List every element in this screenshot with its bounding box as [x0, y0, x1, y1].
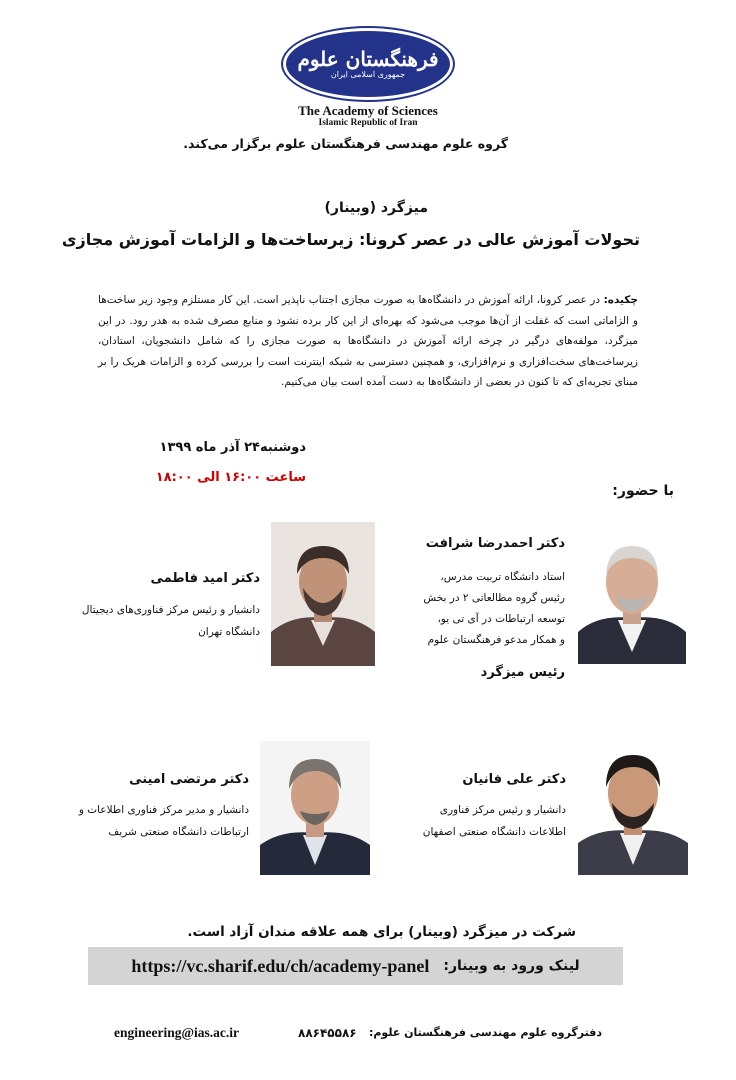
- speaker-photo-fanian: [578, 735, 688, 875]
- webinar-link-box: [88, 947, 623, 985]
- speaker-photo-fatemi: [271, 522, 375, 666]
- speaker-name: دکتر احمدرضا شرافت: [425, 536, 565, 551]
- participation-note: شرکت در میزگرد (وبینار) برای همه علاقه مندان آزاد است.: [187, 924, 576, 940]
- webinar-title: تحولات آموزش عالی در عصر کرونا: زیرساخت‌ها و الزامات آموزش مجازی: [61, 230, 640, 249]
- logo-en-subtitle: Islamic Republic of Iran: [318, 118, 418, 128]
- organizer-line: گروه علوم مهندسی فرهنگستان علوم برگزار می‌کند.: [183, 136, 508, 151]
- webinar-link-label: لینک ورود به وبینار:: [443, 958, 580, 974]
- academy-logo: [282, 28, 454, 132]
- webinar-label: میزگرد (وبینار): [324, 200, 428, 216]
- logo-fa-title: فرهنگستان علوم: [297, 47, 439, 71]
- presence-label: با حضور:: [612, 483, 674, 499]
- logo-emblem: [283, 28, 453, 100]
- speaker-photo-amini: [260, 741, 370, 875]
- footer-office: دفترگروه علوم مهندسی فرهنگستان علوم:: [368, 1026, 602, 1039]
- abstract-label: چکیده:: [603, 294, 638, 306]
- speaker-desc-line: دانشیار و مدیر مرکز فناوری اطلاعات و: [78, 804, 249, 816]
- footer-email[interactable]: engineering@ias.ac.ir: [114, 1025, 240, 1040]
- speaker-desc-line: دانشگاه تهران: [198, 626, 260, 638]
- speaker-desc-line: استاد دانشگاه تربیت مدرس،: [440, 571, 565, 583]
- speaker-desc-line: و همکار مدعو فرهنگستان علوم: [427, 634, 565, 646]
- footer-phone: ۸۸۶۴۵۵۸۶: [298, 1026, 357, 1040]
- speaker-name: دکتر امید فاطمی: [150, 571, 260, 586]
- speaker-desc-line: رئیس گروه مطالعاتی ۲ در بخش: [423, 592, 565, 604]
- speaker-desc-line: دانشیار و رئیس مرکز فناوری‌های دیجیتال: [81, 604, 260, 616]
- speaker-desc-line: دانشیار و رئیس مرکز فناوری: [439, 804, 566, 816]
- logo-fa-subtitle: جمهوری اسلامی ایران: [330, 70, 406, 79]
- webinar-link[interactable]: https://vc.sharif.edu/ch/academy-panel: [131, 955, 430, 976]
- speaker-name: دکتر مرتضی امینی: [129, 772, 249, 787]
- abstract: [98, 290, 638, 393]
- speaker-desc-line: توسعه ارتباطات در آی تی یو،: [437, 613, 565, 625]
- speaker-role: رئیس میزگرد: [480, 665, 565, 680]
- speaker-desc-line: اطلاعات دانشگاه صنعتی اصفهان: [422, 826, 566, 838]
- abstract-text: در عصر کرونا، ارائه آموزش در دانشگاه‌ها به صورت مجازی اجتناب ناپذیر است. این کار مستلزم وجود زیر ساخت‌ها و الزاماتی است که غفلت از آن‌ها موجب می‌شود که بهره‌ای از این کار برده نشود و منابع مصرف شده به هدر رود. در این میزگرد، مولفه‌های درگیر در چرخه ارائه آموزش در دانشگاه‌ها به صورت مجازی را که شامل دانشجویان، استادان، زیرساخت‌های سخت‌افزاری و نرم‌افزاری، و همچنین دسترسی به شبکه اینترنت است را بررسی کرده و الزامات هریک را بر مبنای تجربه‌ای که تا کنون در بعضی از دانشگاه‌ها به دست آمده است بیان می‌کنیم.: [98, 294, 638, 388]
- logo-en-title: The Academy of Sciences: [298, 103, 438, 118]
- speaker-desc-line: ارتباطات دانشگاه صنعتی شریف: [108, 826, 249, 838]
- event-date: دوشنبه۲۴ آذر ماه ۱۳۹۹: [159, 440, 306, 455]
- event-time: ساعت ۱۶:۰۰ الی ۱۸:۰۰: [155, 470, 306, 485]
- speaker-name: دکتر علی فانیان: [462, 772, 566, 787]
- speaker-photo-sharafat: [578, 524, 686, 664]
